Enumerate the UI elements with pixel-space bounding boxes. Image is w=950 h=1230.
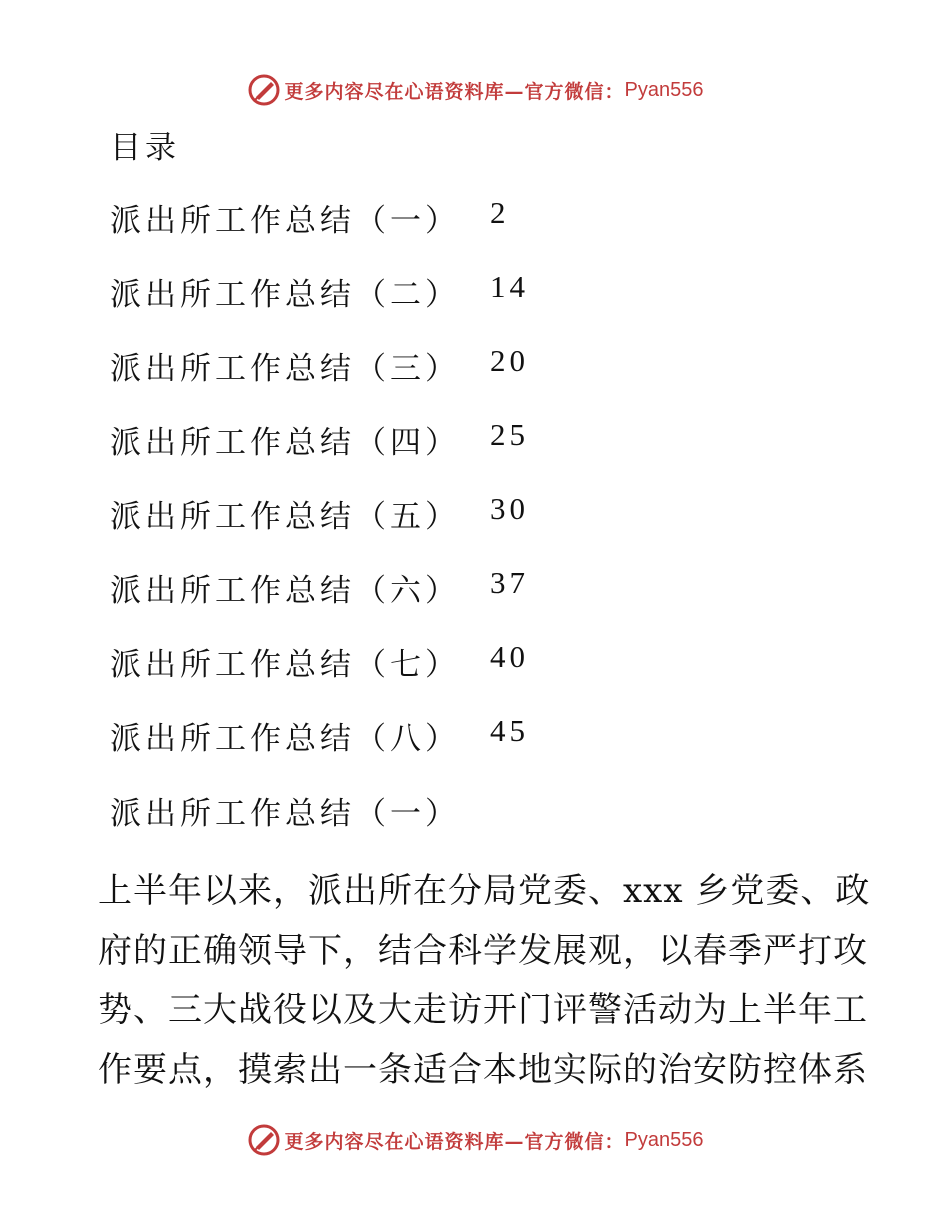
banner-text: 更多内容尽在心语资料库—官方微信： — [284, 80, 625, 103]
toc-entry-title: 派出所工作总结（一） — [110, 203, 460, 239]
toc-entry[interactable] — [110, 639, 529, 713]
toc-entry-title: 派出所工作总结（八） — [110, 721, 460, 757]
toc-entry-page: 20 — [490, 343, 529, 378]
body-line: 作要点，摸索出一条适合本地实际的治安防控体系 — [98, 1049, 868, 1090]
header-banner — [0, 70, 950, 110]
banner-wechat-id: Pyan556 — [624, 1128, 704, 1151]
toc-entry-page: 25 — [490, 417, 529, 452]
body-line: 府的正确领导下，结合科学发展观，以春季严打攻 — [98, 930, 868, 971]
toc-entry[interactable] — [110, 269, 529, 343]
toc-entry-page: 40 — [490, 639, 529, 674]
section-heading: 派出所工作总结（一） — [110, 796, 460, 832]
toc-entry-title: 派出所工作总结（四） — [110, 425, 460, 461]
toc-entry[interactable] — [110, 491, 529, 565]
toc-entry-title: 派出所工作总结（二） — [110, 277, 460, 313]
quill-logo-icon — [247, 73, 281, 107]
body-paragraph — [98, 862, 871, 1100]
toc-entry-page: 45 — [490, 713, 529, 748]
body-line: 势、三大战役以及大走访开门评警活动为上半年工 — [98, 990, 868, 1030]
quill-logo-icon — [247, 1123, 281, 1157]
toc-entry-title: 派出所工作总结（三） — [110, 351, 460, 387]
toc-entry[interactable] — [110, 195, 529, 269]
toc-entry-page: 2 — [490, 195, 510, 230]
banner-text: 更多内容尽在心语资料库—官方微信： — [284, 1130, 625, 1153]
toc-entry-page: 14 — [490, 269, 529, 304]
toc-list — [110, 195, 529, 787]
banner-wechat-id: Pyan556 — [624, 78, 704, 101]
toc-entry-page: 30 — [490, 491, 529, 526]
toc-entry-title: 派出所工作总结（七） — [110, 647, 460, 683]
footer-banner — [0, 1120, 950, 1160]
toc-entry-title: 派出所工作总结（六） — [110, 573, 460, 609]
toc-entry-page: 37 — [490, 565, 529, 600]
toc-entry[interactable] — [110, 417, 529, 491]
toc-entry[interactable] — [110, 565, 529, 639]
body-line: 上半年以来，派出所在分局党委、xxx 乡党委、政 — [98, 871, 871, 911]
toc-title: 目录 — [110, 130, 180, 166]
toc-entry[interactable] — [110, 343, 529, 417]
toc-entry[interactable] — [110, 713, 529, 787]
toc-entry-title: 派出所工作总结（五） — [110, 499, 460, 535]
